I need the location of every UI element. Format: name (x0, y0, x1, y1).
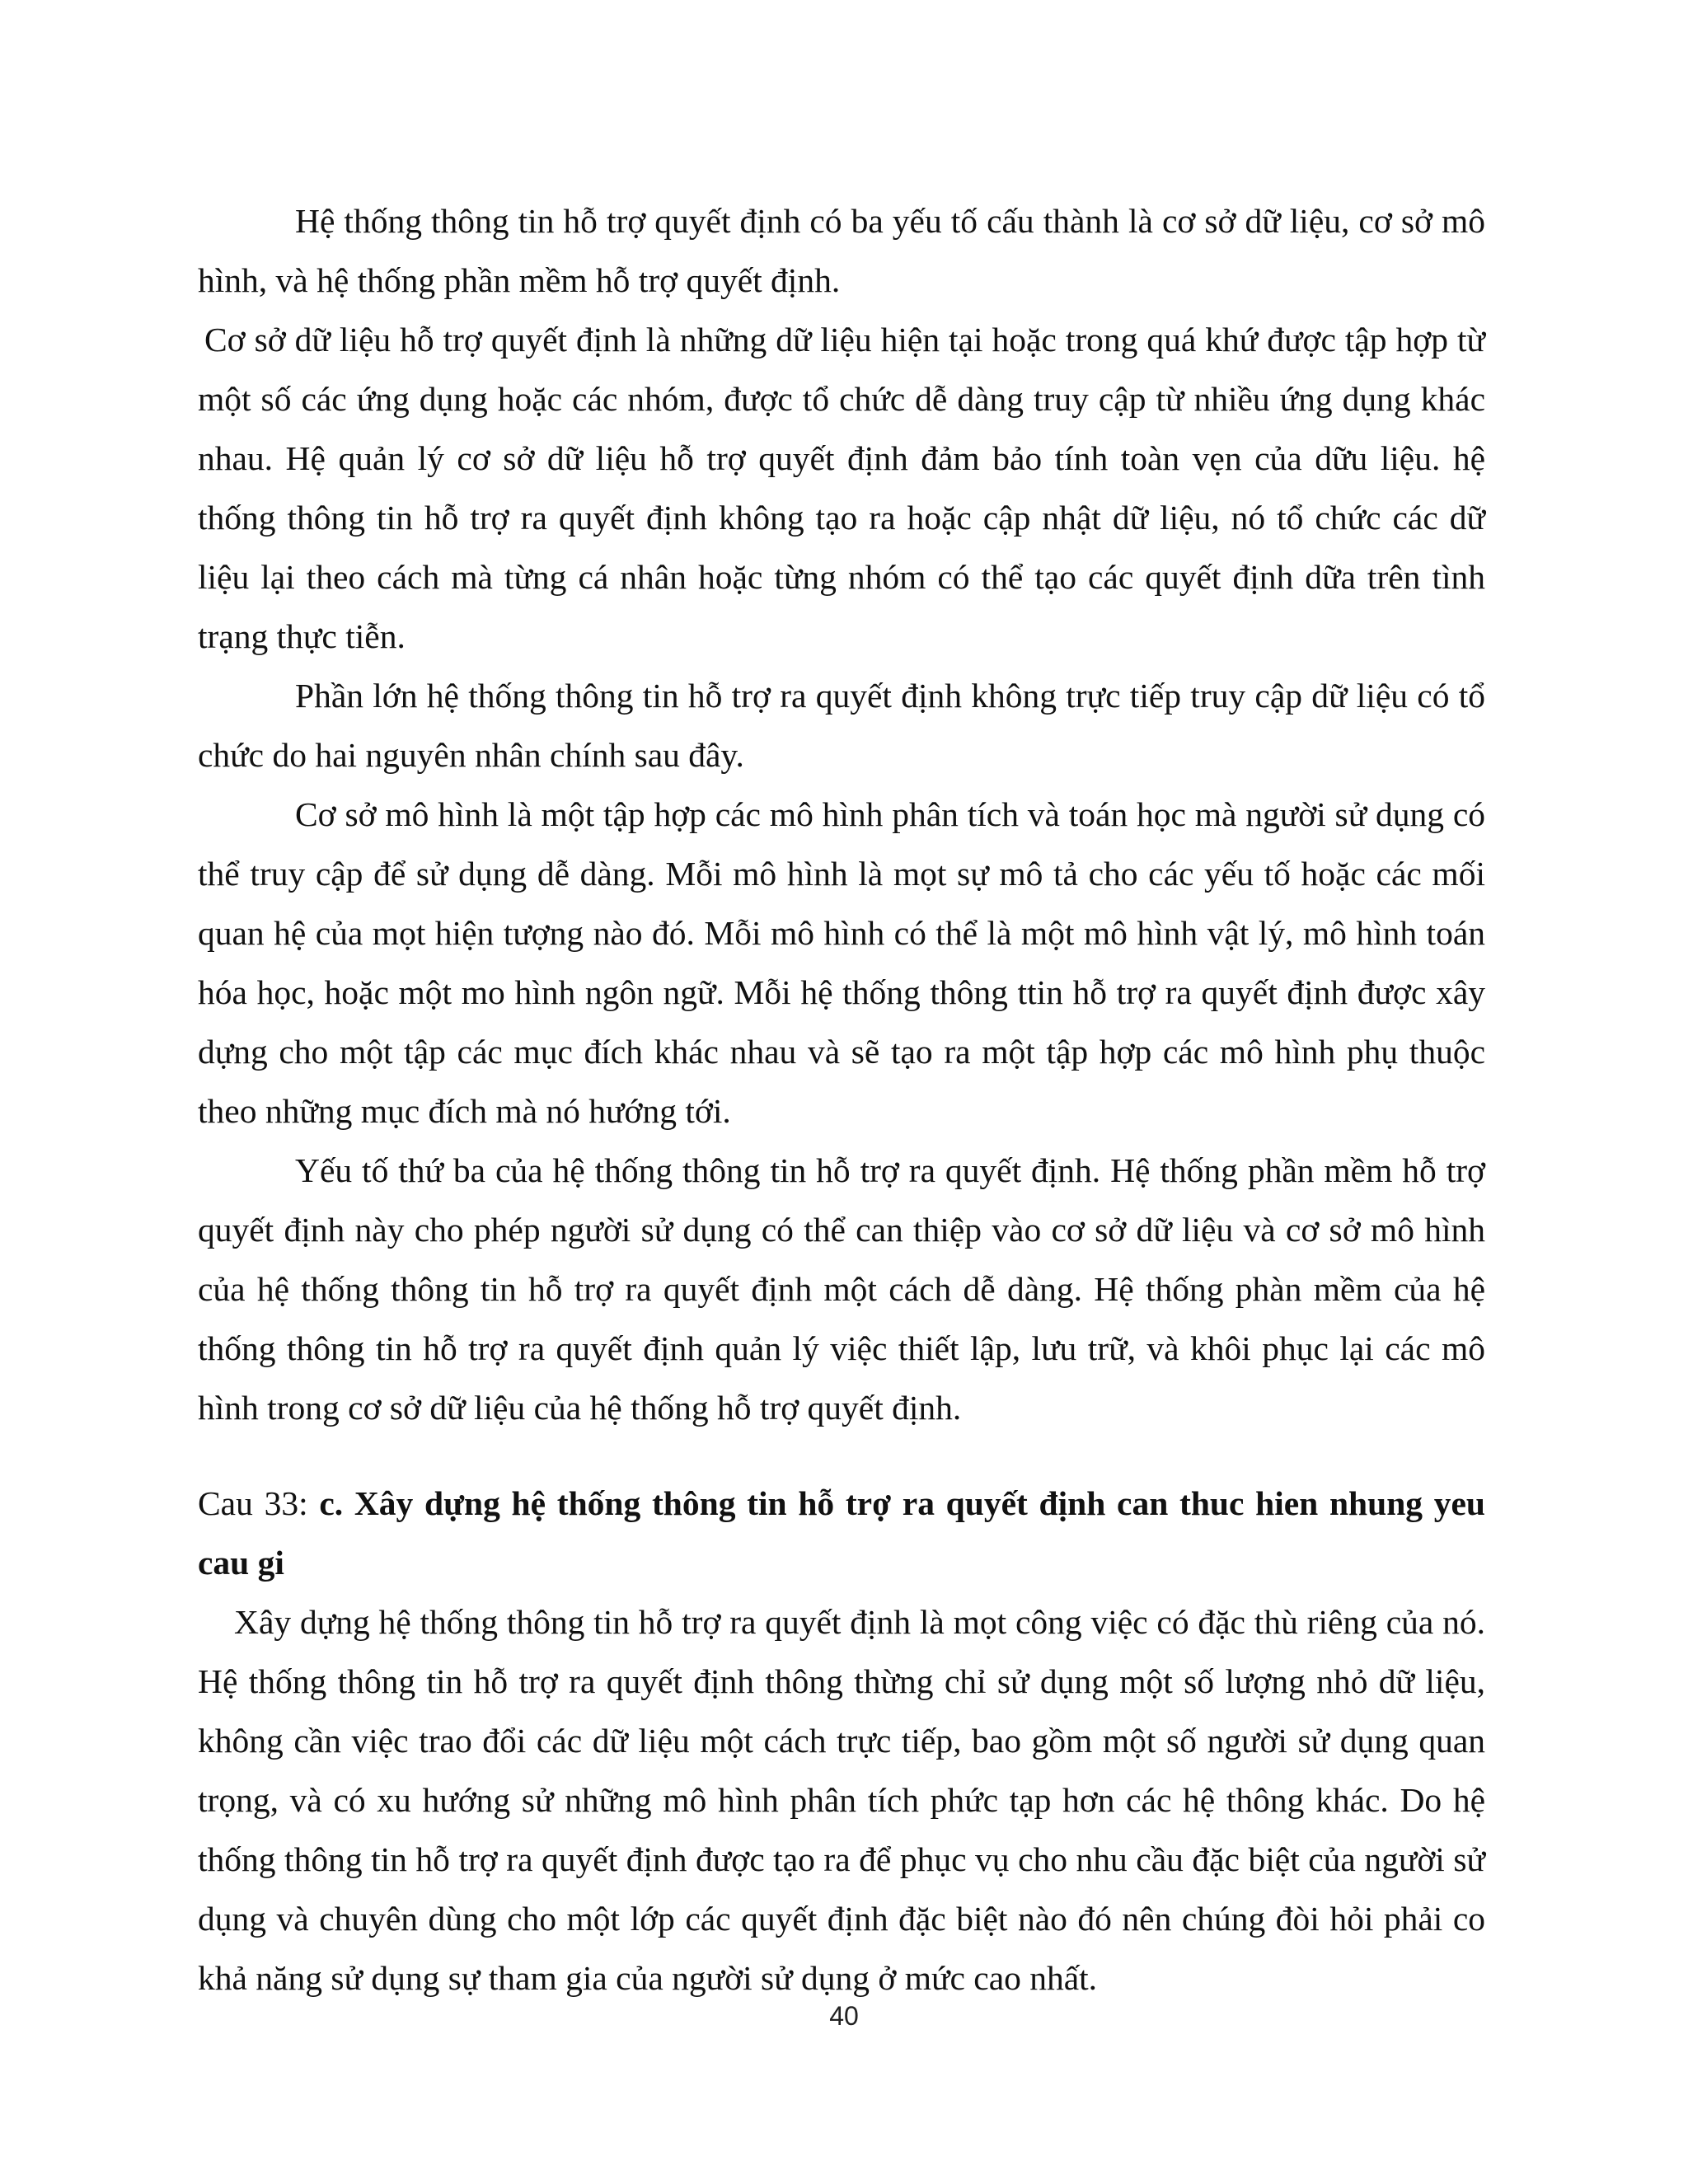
paragraph-building-dss: Xây dựng hệ thống thông tin hỗ trợ ra quyết định là mọt công việc có đặc thù riêng của nó. Hệ thống thông tin hỗ trợ ra quyết định thông thừng chỉ sử dụng một số lượng nhỏ dữ liệu, không cần việc trao đổi các dữ liệu một cách trực tiếp, bao gồm một số người sử dụng quan trọng, và có xu hướng sử những mô hình phân tích phức tạp hơn các hệ thông khác. Do hệ thống thông tin hỗ trợ ra quyết định được tạo ra để phục vụ cho nhu cầu đặc biệt của người sử dụng và chuyên dùng cho một lớp các quyết định đặc biệt nào đó nên chúng đòi hỏi phải co khả năng sử dụng sự tham gia của người sử dụng ở mức cao nhất. (198, 1603, 1485, 1997)
paragraph-software-system: Yếu tố thứ ba của hệ thống thông tin hỗ trợ ra quyết định. Hệ thống phần mềm hỗ trợ quyết định này cho phép người sử dụng có thể can thiệp vào cơ sở dữ liệu và cơ sở mô hình của hệ thống thông tin hỗ trợ ra quyết định một cách dễ dàng. Hệ thống phàn mềm của hệ thống thông tin hỗ trợ ra quyết định quản lý việc thiết lập, lưu trữ, và khôi phục lại các mô hình trong cơ sở dữ liệu của hệ thống hỗ trợ quyết định. (198, 1151, 1485, 1427)
paragraph-model-base: Cơ sở mô hình là một tập hợp các mô hình phân tích và toán học mà người sử dụng có thể truy cập để sử dụng dễ dàng. Mỗi mô hình là mọt sự mô tả cho các yếu tố hoặc các mối quan hệ của mọt hiện tượng nào đó. Mỗi mô hình có thể là một mô hình vật lý, mô hình toán hóa học, hoặc một mo hình ngôn ngữ. Mỗi hệ thống thông ttin hỗ trợ ra quyết định được xây dựng cho một tập các mục đích khác nhau và sẽ tạo ra một tập hợp các mô hình phụ thuộc theo những mục đích mà nó hướng tới. (198, 795, 1485, 1130)
paragraph-data-access: Phần lớn hệ thống thông tin hỗ trợ ra quyết định không trực tiếp truy cập dữ liệu có tổ chức do hai nguyên nhân chính sau đây. (198, 677, 1485, 774)
document-page (198, 191, 1485, 2008)
section-heading (198, 1474, 1485, 1592)
paragraph-components-intro: Hệ thống thông tin hỗ trợ quyết định có ba yếu tố cấu thành là cơ sở dữ liệu, cơ sở mô hình, và hệ thống phần mềm hỗ trợ quyết định. (198, 202, 1485, 299)
heading-title: c. Xây dựng hệ thống thông tin hỗ trợ ra quyết định can thuc hien nhung yeu cau gi (198, 1484, 1485, 1582)
paragraph-database: Cơ sở dữ liệu hỗ trợ quyết định là những dữ liệu hiện tại hoặc trong quá khứ được tập hợp từ một số các ứng dụng hoặc các nhóm, được tổ chức dễ dàng truy cập từ nhiều ứng dụng khác nhau. Hệ quản lý cơ sở dữ liệu hỗ trợ quyết định đảm bảo tính toàn vẹn của dữu liệu. hệ thống thông tin hỗ trợ ra quyết định không tạo ra hoặc cập nhật dữ liệu, nó tổ chức các dữ liệu lại theo cách mà từng cá nhân hoặc từng nhóm có thể tạo các quyết định dữa trên tình trạng thực tiễn. (198, 321, 1485, 655)
heading-prefix: Cau 33: (198, 1484, 320, 1522)
page-number: 40 (829, 2001, 859, 2031)
